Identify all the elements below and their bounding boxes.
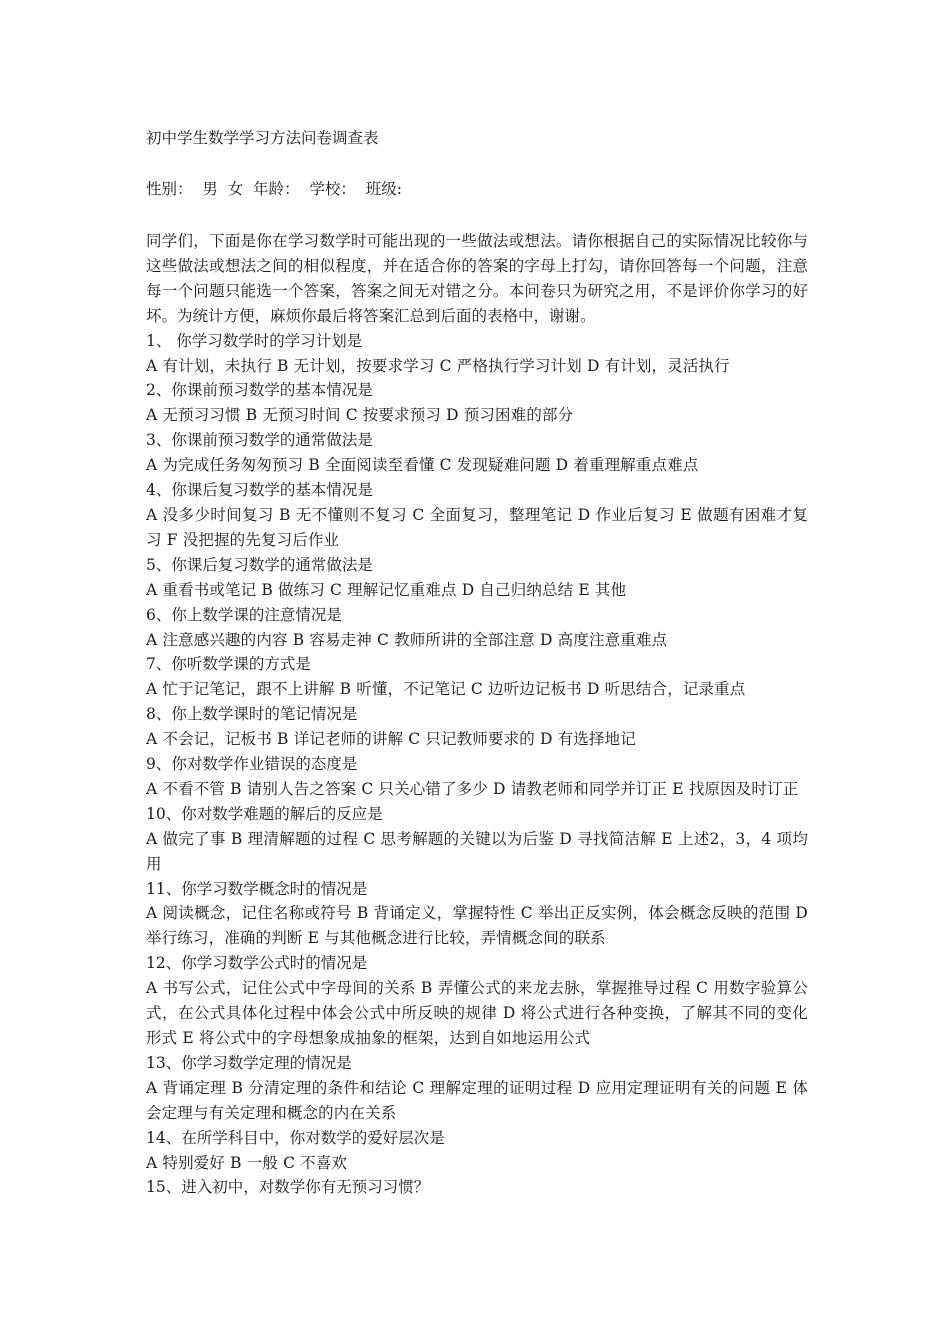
document-title: 初中学生数学学习方法问卷调查表 [146,129,379,147]
question-item [146,553,808,603]
question-title: 2、你课前预习数学的基本情况是 [146,381,373,400]
question-title: 7、你听数学课的方式是 [146,655,311,674]
question-item [146,1175,808,1200]
question-title: 1、 你学习数学时的学习计划是 [146,331,363,350]
question-options: A 不会记，记板书 B 详记老师的讲解 C 只记教师要求的 D 有选择地记 [146,730,636,749]
question-title: 6、你上数学课的注意情况是 [146,605,342,624]
question-item [146,1051,808,1126]
question-title: 13、你学习数学定理的情况是 [146,1053,352,1072]
question-title: 12、你学习数学公式时的情况是 [146,954,368,973]
question-options: A 无预习习惯 B 无预习时间 C 按要求预习 D 预习困难的部分 [146,406,574,425]
question-item [146,702,808,752]
question-item [146,478,808,553]
question-options: A 不看不管 B 请别人告之答案 C 只关心错了多少 D 请教老师和同学并订正 E 找原因及时订正 [146,779,799,798]
question-options: A 有计划，未执行 B 无计划，按要求学习 C 严格执行学习计划 D 有计划，灵活执行 [146,356,730,375]
question-options: A 注意感兴趣的内容 B 容易走神 C 教师所讲的全部注意 D 高度注意重难点 [146,630,668,649]
question-title: 14、在所学科目中，你对数学的爱好层次是 [146,1128,445,1147]
questionnaire-body [146,229,808,1200]
question-title: 9、你对数学作业错误的态度是 [146,755,358,774]
question-item [146,802,808,877]
question-options: A 做完了事 B 理清解题的过程 C 思考解题的关键以为后鉴 D 寻找简洁解 E 上述2，3，4 项均用 [146,829,808,873]
question-options: A 忙于记笔记，跟不上讲解 B 听懂，不记笔记 C 边听边记板书 D 听思结合，记录重点 [146,680,746,699]
question-options: A 重看书或笔记 B 做练习 C 理解记忆重难点 D 自己归纳总结 E 其他 [146,580,627,599]
question-options: A 书写公式，记住公式中字母间的关系 B 弄懂公式的来龙去脉，掌握推导过程 C 用数字验算公式，在公式具体化过程中体会公式中所反映的规律 D 将公式进行各种变换，了解其不同的变化形式 E 将公式中的字母想象成抽象的框架，达到自如地运用公式 [146,979,808,1047]
student-info-line: 性别： 男 女 年龄： 学校： 班级: [146,180,402,198]
question-title: 15、进入初中，对数学你有无预习习惯？ [146,1178,430,1197]
question-options: A 特别爱好 B 一般 C 不喜欢 [146,1153,348,1172]
question-item [146,378,808,428]
question-title: 4、你课后复习数学的基本情况是 [146,481,373,500]
question-item [146,951,808,1051]
question-options: A 阅读概念，记住名称或符号 B 背诵定义，掌握特性 C 举出正反实例，体会概念反映的范围 D 举行练习，准确的判断 E 与其他概念进行比较，弄情概念间的联系 [146,904,808,948]
question-title: 10、你对数学难题的解后的反应是 [146,804,383,823]
question-item [146,329,808,379]
question-title: 3、你课前预习数学的通常做法是 [146,431,373,450]
question-item [146,752,808,802]
question-item [146,877,808,952]
question-title: 5、你课后复习数学的通常做法是 [146,555,373,574]
question-options: A 背诵定理 B 分清定理的条件和结论 C 理解定理的证明过程 D 应用定理证明有关的问题 E 体会定理与有关定理和概念的内在关系 [146,1078,808,1122]
question-title: 8、你上数学课时的笔记情况是 [146,705,358,724]
question-item [146,428,808,478]
question-options: A 没多少时间复习 B 无不懂则不复习 C 全面复习，整理笔记 D 作业后复习 E 做题有困难才复习 F 没把握的先复习后作业 [146,505,808,549]
question-item [146,1126,808,1176]
question-item [146,652,808,702]
question-title: 11、你学习数学概念时的情况是 [146,879,368,898]
intro-paragraph: 同学们，下面是你在学习数学时可能出现的一些做法或想法。请你根据自己的实际情况比较你与这些做法或想法之间的相似程度，并在适合你的答案的字母上打勾，请你回答每一个问题，注意每一个问题只能选一个答案，答案之间无对错之分。本问卷只为研究之用，不是评价你学习的好坏。为统计方便，麻烦你最后将答案汇总到后面的表格中，谢谢。 [146,232,808,325]
question-item [146,603,808,653]
question-options: A 为完成任务匆匆预习 B 全面阅读至看懂 C 发现疑难问题 D 着重理解重点难点 [146,456,699,475]
